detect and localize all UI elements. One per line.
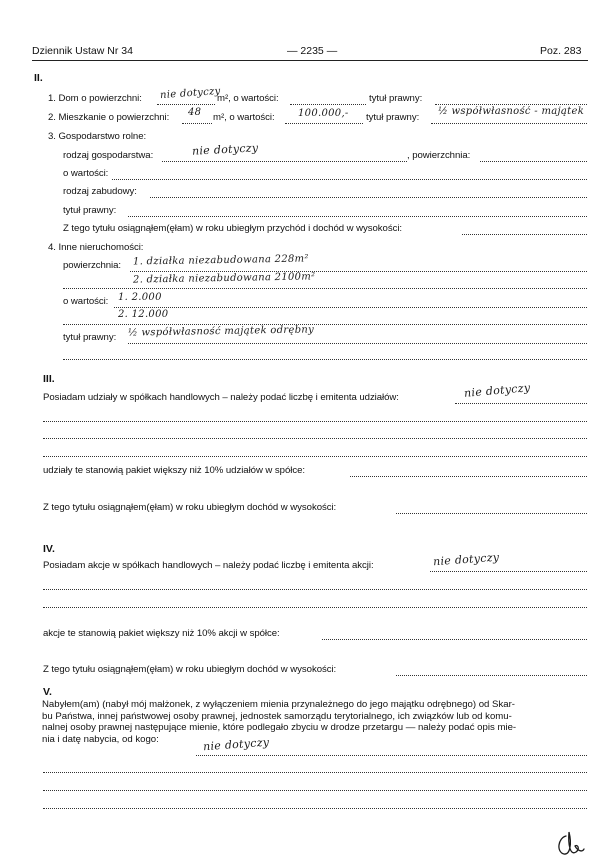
stocks-package-label: akcje te stanowią pakiet większy niż 10% akcji w spółce:: [43, 628, 280, 639]
farm-title-label: tytuł prawny:: [63, 205, 117, 216]
farm-build-field[interactable]: [150, 197, 587, 198]
flat-unit: m², o wartości:: [213, 112, 275, 123]
section-2-title: II.: [34, 72, 43, 84]
flat-label: 2. Mieszkanie o powierzchni:: [48, 112, 170, 123]
journal-title: Dziennik Ustaw Nr 34: [32, 45, 133, 57]
house-title-label: tytuł prawny:: [369, 93, 423, 104]
other-value-1: 1. 2.000: [118, 292, 162, 303]
other-area-field-2[interactable]: [63, 288, 587, 289]
section-5-line-2: bu Państwa, innej państwowej osoby prawnej, jednostek samorządu terytorialnego, ich związków lub od komu-: [42, 710, 512, 722]
other-title-field-2[interactable]: [63, 359, 587, 360]
acquisition-field-2[interactable]: [43, 772, 587, 773]
farm-value-field[interactable]: [112, 179, 587, 180]
other-area-field-1[interactable]: [130, 271, 587, 272]
stocks-income-label: Z tego tytułu osiągnąłem(ęłam) w roku ubiegłym dochód w wysokości:: [43, 664, 337, 675]
house-title-field[interactable]: [435, 104, 587, 105]
other-value-label: o wartości:: [63, 296, 109, 307]
flat-title-field[interactable]: [431, 123, 587, 124]
section-5-line-4: nia i datę nabycia, od kogo:: [42, 733, 159, 745]
flat-area-value: 48: [188, 107, 202, 118]
house-area-field[interactable]: [157, 104, 215, 105]
farm-build-label: rodzaj zabudowy:: [63, 186, 137, 197]
flat-value: 100.000,-: [298, 108, 349, 119]
farm-area-label: , powierzchnia:: [407, 150, 471, 161]
stocks-label: Posiadam akcje w spółkach handlowych – należy podać liczbę i emitenta akcji:: [43, 560, 374, 571]
header-rule: [32, 60, 588, 61]
section-5-title: V.: [43, 686, 52, 698]
shares-label: Posiadam udziały w spółkach handlowych – należy podać liczbę i emitenta udziałów:: [43, 392, 399, 403]
acquisition-field-4[interactable]: [43, 808, 587, 809]
farm-income-label: Z tego tytułu osiągnąłem(ęłam) w roku ubiegłym przychód i dochód w wysokości:: [63, 223, 403, 234]
shares-field-3[interactable]: [43, 438, 587, 439]
flat-value-field[interactable]: [285, 123, 363, 124]
other-area-label: powierzchnia:: [63, 260, 122, 271]
stocks-value: nie dotyczy: [432, 550, 500, 569]
house-unit: m², o wartości:: [217, 93, 279, 104]
shares-package-label: udziały te stanowią pakiet większy niż 10% udziałów w spółce:: [43, 465, 305, 476]
house-value-field[interactable]: [290, 104, 366, 105]
other-label: 4. Inne nieruchomości:: [48, 242, 144, 253]
farm-type-field[interactable]: [162, 161, 407, 162]
stocks-field-1[interactable]: [430, 571, 587, 572]
farm-type-label: rodzaj gospodarstwa:: [63, 150, 154, 161]
other-value-2: 2. 12.000: [118, 309, 169, 320]
initials-mark: [552, 826, 586, 860]
shares-income-label: Z tego tytułu osiągnąłem(ęłam) w roku ubiegłym dochód w wysokości:: [43, 502, 337, 513]
shares-value: nie dotyczy: [463, 381, 531, 400]
section-3-title: III.: [43, 373, 55, 385]
stocks-field-2[interactable]: [43, 589, 587, 590]
farm-value-label: o wartości:: [63, 168, 109, 179]
initials-signature-icon: [552, 826, 586, 860]
farm-income-field[interactable]: [462, 234, 587, 235]
other-value-field-2[interactable]: [63, 324, 587, 325]
other-area-value-1: 1. działka niezabudowana 228m²: [132, 253, 309, 268]
farm-area-field[interactable]: [480, 161, 587, 162]
flat-title-label: tytuł prawny:: [366, 112, 420, 123]
other-value-field-1[interactable]: [114, 307, 587, 308]
acquisition-value: nie dotyczy: [202, 735, 270, 754]
shares-field-2[interactable]: [43, 421, 587, 422]
farm-type-value: nie dotyczy: [191, 141, 259, 158]
section-5-text: [42, 699, 584, 745]
page-number: — 2235 —: [287, 45, 338, 57]
shares-field-4[interactable]: [43, 456, 587, 457]
section-4-title: IV.: [43, 543, 55, 555]
flat-title-value: ½ współwłasność - majątek: [438, 106, 585, 117]
farm-label: 3. Gospodarstwo rolne:: [48, 131, 147, 142]
position-number: Poz. 283: [540, 45, 582, 57]
other-title-value: ½ współwłasność majątek odrębny: [127, 324, 315, 339]
acquisition-field-1[interactable]: [196, 755, 587, 756]
stocks-field-3[interactable]: [43, 607, 587, 608]
shares-income-field[interactable]: [396, 513, 587, 514]
house-area-value: nie dotyczy: [159, 85, 221, 102]
section-5-line-3: nalnej osoby prawnej następujące mienie, które podlegało zbyciu w drodze przetargu — należy podać opis mie-: [42, 722, 517, 733]
other-title-field-1[interactable]: [128, 343, 587, 344]
shares-field-1[interactable]: [455, 403, 587, 404]
house-label: 1. Dom o powierzchni:: [48, 93, 142, 104]
stocks-income-field[interactable]: [396, 675, 587, 676]
section-5-line-1: Nabyłem(am) (nabył mój małżonek, z wyłączeniem mienia przynależnego do jego majątku odrębnego) od Skar-: [42, 699, 515, 710]
farm-title-field[interactable]: [128, 216, 587, 217]
flat-area-field[interactable]: [182, 123, 212, 124]
other-title-label: tytuł prawny:: [63, 332, 117, 343]
acquisition-field-3[interactable]: [43, 790, 587, 791]
stocks-package-field[interactable]: [322, 639, 587, 640]
shares-package-field[interactable]: [350, 476, 587, 477]
other-area-value-2: 2. działka niezabudowana 2100m²: [132, 271, 316, 286]
